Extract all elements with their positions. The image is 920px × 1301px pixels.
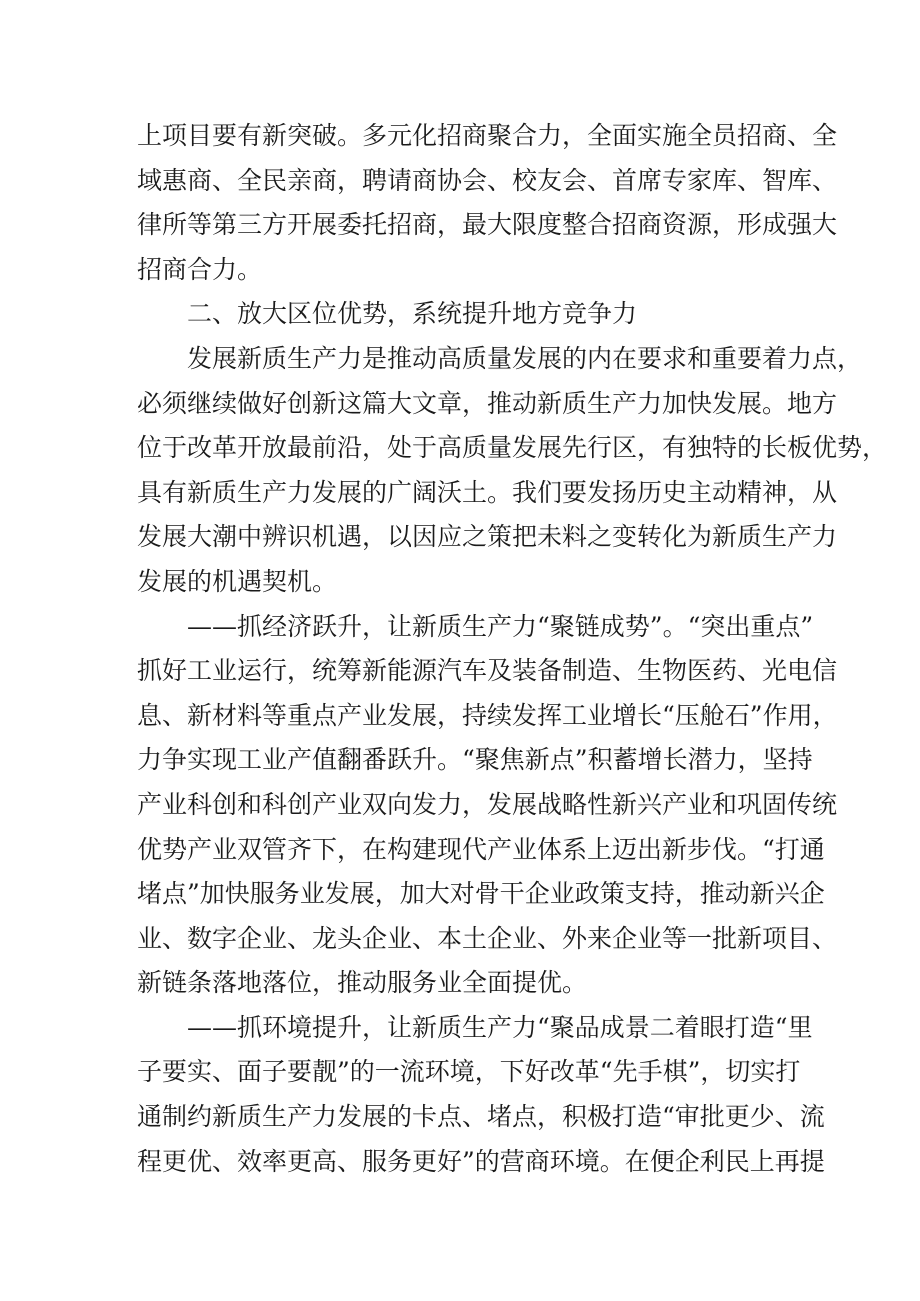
text-line: ——抓环境提升，让新质生产力“聚品成景二着眼打造“里: [187, 1012, 813, 1042]
text-line: 发展新质生产力是推动高质量发展的内在要求和重要着力点，: [187, 343, 863, 373]
text-line: 二、放大区位优势，系统提升地方竞争力: [187, 299, 638, 329]
text-line: 优势产业双管齐下，在构建现代产业体系上迈出新步伐。“打通: [137, 834, 825, 864]
text-line: 新链条落地落位，推动服务业全面提优。: [137, 968, 588, 998]
paragraph: [137, 114, 838, 292]
text-line: 通制约新质生产力发展的卡点、堵点，积极打造“审批更少、流: [137, 1102, 825, 1132]
paragraph: [137, 1006, 825, 1184]
text-line: 子要实、面子要靓”的一流环境，下好改革“先手棋”，切实打: [137, 1057, 801, 1087]
text-line: 抓好工业运行，统筹新能源汽车及装备制造、生物医药、光电信: [137, 656, 838, 686]
text-line: 上项目要有新突破。多元化招商聚合力，全面实施全员招商、全: [137, 121, 838, 150]
section-heading: [137, 292, 797, 337]
text-line: 律所等第三方开展委托招商，最大限度整合招商资源，形成强大: [137, 210, 838, 240]
text-line: 招商合力。: [137, 254, 263, 284]
text-line: 产业科创和科创产业双向发力，发展战略性新兴产业和巩固传统: [137, 789, 838, 819]
text-line: 程更优、效率更高、服务更好”的营商环境。在便企利民上再提: [137, 1146, 825, 1176]
paragraph: [137, 605, 838, 1006]
text-line: 发展大潮中辨识机遇，以因应之策把未料之变转化为新质生产力: [137, 522, 838, 552]
text-line: 堵点”加快服务业发展，加大对骨干企业政策支持，推动新兴企: [137, 879, 825, 909]
text-line: 具有新质生产力发展的广阔沃土。我们要发扬历史主动精神，从: [137, 477, 838, 507]
text-line: 域惠商、全民亲商，聘请商协会、校友会、首席专家库、智库、: [137, 165, 838, 195]
text-line: 力争实现工业产值翻番跃升。“聚焦新点”积蓄增长潜力，坚持: [137, 745, 813, 775]
text-line: 息、新材料等重点产业发展，持续发挥工业增长“压舱石”作用，: [137, 700, 838, 730]
text-line: 位于改革开放最前沿，处于高质量发展先行区，有独特的长板优势，: [137, 433, 888, 463]
text-line: 必须继续做好创新这篇大文章，推动新质生产力加快发展。地方: [137, 388, 838, 418]
document-body: [137, 114, 888, 1184]
text-line: 业、数字企业、龙头企业、本土企业、外来企业等一批新项目、: [137, 923, 838, 953]
text-line: 发展的机遇契机。: [137, 566, 338, 596]
text-line: ——抓经济跃升，让新质生产力“聚链成势”。“突出重点”: [187, 611, 814, 641]
paragraph: [137, 337, 888, 605]
